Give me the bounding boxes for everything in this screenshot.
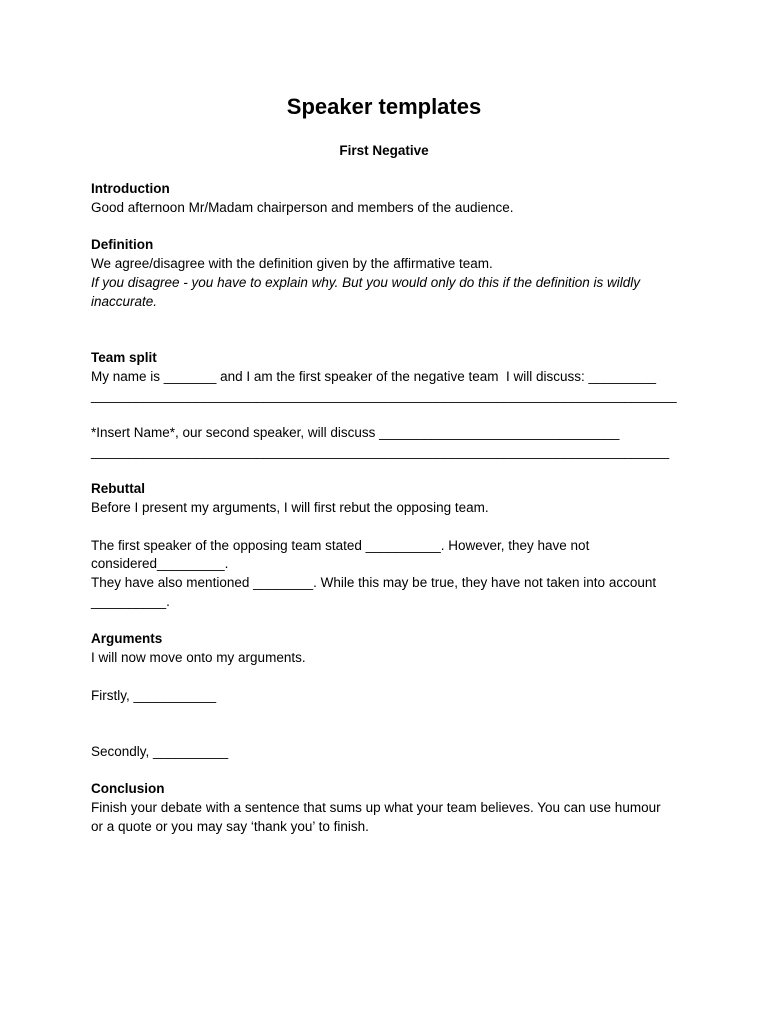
introduction-heading: Introduction [91, 181, 170, 196]
conclusion-heading: Conclusion [91, 781, 165, 796]
definition-heading: Definition [91, 237, 154, 252]
arguments-line: I will now move onto my arguments. [91, 650, 306, 665]
rebuttal-line: __________. [91, 594, 170, 609]
conclusion-line: or a quote or you may say ‘thank you’ to finish. [91, 819, 369, 834]
rebuttal-line: They have also mentioned ________. While this may be true, they have not taken into account [91, 575, 657, 590]
team-split-heading: Team split [91, 350, 157, 365]
team-split-line: _____________________________________________________________________________ [91, 444, 670, 459]
team-split-line: *Insert Name*, our second speaker, will discuss ________________________________ [91, 425, 620, 440]
rebuttal-heading: Rebuttal [91, 481, 145, 496]
definition-text: We agree/disagree with the definition given by the affirmative team. [91, 256, 493, 271]
page-subtitle: First Negative [339, 143, 429, 158]
arguments-heading: Arguments [91, 631, 163, 646]
team-split-line: My name is _______ and I am the first speaker of the negative team I will discuss: _________ [91, 369, 657, 384]
definition-note-line: inaccurate. [91, 294, 158, 309]
rebuttal-line: The first speaker of the opposing team stated __________. However, they have not [91, 538, 590, 553]
definition-note-line: If you disagree - you have to explain why. But you would only do this if the definition is wildly [91, 275, 641, 290]
rebuttal-line: Before I present my arguments, I will first rebut the opposing team. [91, 500, 489, 515]
rebuttal-line: considered_________. [91, 556, 229, 571]
page-title: Speaker templates [286, 94, 482, 119]
conclusion-line: Finish your debate with a sentence that sums up what your team believes. You can use humour [91, 800, 661, 815]
arguments-line: Secondly, __________ [91, 744, 229, 759]
team-split-line: ______________________________________________________________________________ [91, 388, 677, 403]
arguments-line: Firstly, ___________ [91, 688, 217, 703]
introduction-text: Good afternoon Mr/Madam chairperson and members of the audience. [91, 200, 514, 215]
